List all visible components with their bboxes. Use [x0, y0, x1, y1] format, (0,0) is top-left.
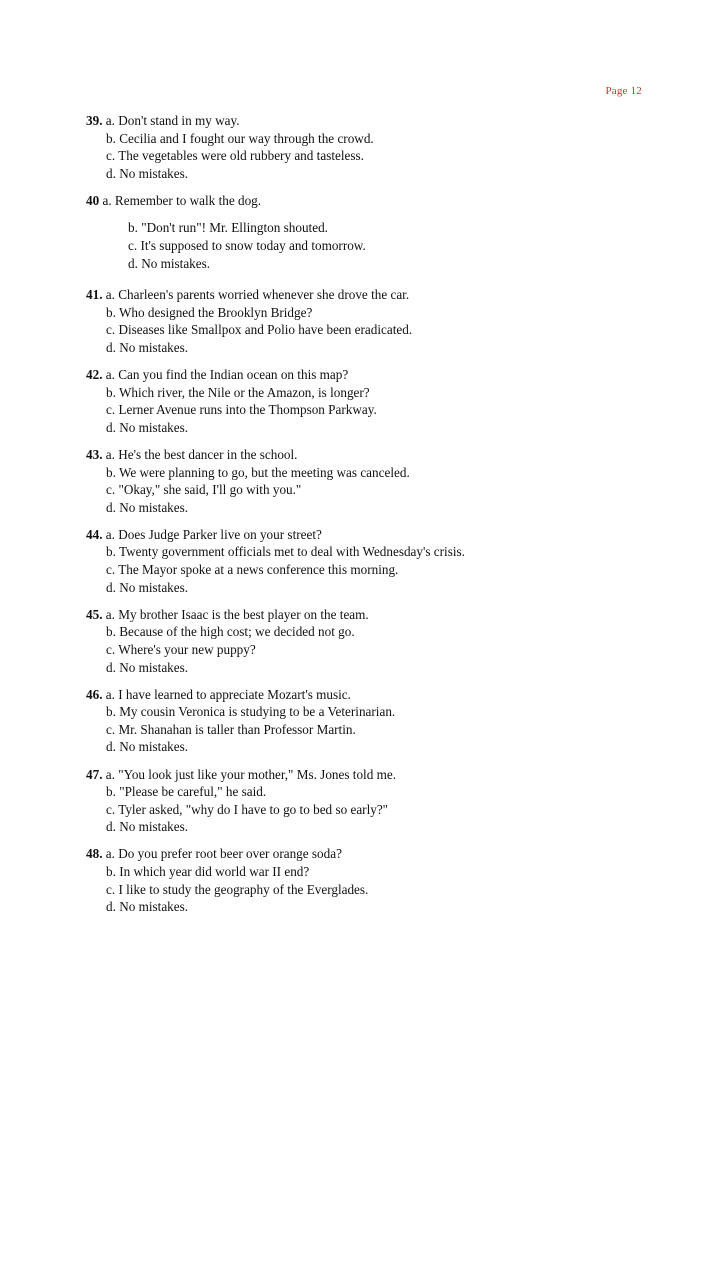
option-c: c. The vegetables were old rubbery and tasteless.: [106, 148, 364, 164]
question-39: [86, 112, 686, 182]
question-number: 45.: [86, 606, 103, 622]
question-44: [86, 526, 686, 596]
question-number: 43.: [86, 447, 103, 462]
option-a: [86, 686, 686, 704]
question-43: [86, 446, 686, 516]
option-b: b. My cousin Veronica is studying to be a Veterinarian.: [106, 704, 396, 720]
question-number: 41.: [86, 287, 103, 303]
option-b: b. Which river, the Nile or the Amazon, is longer?: [106, 384, 370, 400]
option-a: [86, 192, 686, 210]
question-number: 39.: [86, 113, 103, 128]
option-d: d. No mistakes.: [106, 340, 189, 356]
question-48: [86, 845, 686, 915]
option-b: b. Twenty government officials met to deal with Wednesday's crisis.: [106, 544, 465, 560]
question-40: [86, 192, 686, 272]
option-text: a. I have learned to appreciate Mozart's music.: [105, 686, 351, 702]
option-a: [86, 446, 686, 464]
option-d: d. No mistakes.: [128, 255, 211, 271]
option-c: c. The Mayor spoke at a news conference this morning.: [106, 562, 399, 578]
option-c: c. It's supposed to snow today and tomorrow.: [128, 238, 366, 254]
option-d: d. No mistakes.: [106, 659, 189, 675]
question-41: [86, 286, 686, 356]
option-b: b. Cecilia and I fought our way through the crowd.: [106, 130, 374, 146]
option-c: c. Where's your new puppy?: [106, 641, 256, 657]
option-a: [86, 845, 686, 863]
question-number: 44.: [86, 526, 103, 542]
option-a: [86, 526, 686, 544]
option-d: d. No mistakes.: [106, 579, 189, 595]
option-a: [86, 112, 686, 130]
option-c: c. Tyler asked, "why do I have to go to bed so early?": [106, 801, 389, 817]
option-text: a. My brother Isaac is the best player on the team.: [105, 606, 369, 622]
option-b: b. We were planning to go, but the meeting was canceled.: [106, 464, 410, 480]
option-d: d. No mistakes.: [106, 165, 189, 181]
option-a: [86, 286, 686, 304]
option-b: b. In which year did world war II end?: [106, 863, 310, 879]
option-d: d. No mistakes.: [106, 819, 189, 835]
option-c: c. Mr. Shanahan is taller than Professor Martin.: [106, 721, 356, 737]
option-b: b. "Please be careful," he said.: [106, 784, 267, 800]
option-text: a. Do you prefer root beer over orange soda?: [105, 846, 342, 862]
question-list: [86, 112, 686, 925]
option-c: c. "Okay," she said, I'll go with you.": [106, 482, 302, 498]
option-d: d. No mistakes.: [106, 899, 189, 915]
option-c: c. I like to study the geography of the Everglades.: [106, 881, 369, 897]
question-number: 42.: [86, 367, 103, 383]
question-46: [86, 686, 686, 756]
option-text: a. "You look just like your mother," Ms. Jones told me.: [105, 766, 397, 782]
option-a: [86, 606, 686, 624]
question-number: 40: [86, 192, 100, 208]
question-number: 48.: [86, 846, 103, 862]
option-text: a. He's the best dancer in the school.: [105, 447, 298, 462]
question-number: 47.: [86, 766, 103, 782]
option-c: c. Diseases like Smallpox and Polio have been eradicated.: [106, 322, 413, 338]
question-number: 46.: [86, 686, 103, 702]
question-47: [86, 766, 686, 836]
option-b: b. Because of the high cost; we decided not go.: [106, 624, 355, 640]
question-42: [86, 366, 686, 436]
option-d: d. No mistakes.: [106, 419, 189, 435]
option-text: a. Can you find the Indian ocean on this map?: [105, 367, 349, 383]
option-a: [86, 366, 686, 384]
option-text: a. Charleen's parents worried whenever she drove the car.: [105, 287, 410, 303]
option-a: [86, 766, 686, 784]
option-d: d. No mistakes.: [106, 739, 189, 755]
option-c: c. Lerner Avenue runs into the Thompson Parkway.: [106, 402, 377, 418]
option-text: a. Remember to walk the dog.: [102, 192, 262, 208]
option-text: a. Don't stand in my way.: [105, 113, 240, 128]
page-number: Page 12: [605, 85, 642, 97]
option-b: b. "Don't run"! Mr. Ellington shouted.: [128, 220, 328, 236]
question-45: [86, 606, 686, 676]
option-b: b. Who designed the Brooklyn Bridge?: [106, 304, 313, 320]
option-d: d. No mistakes.: [106, 499, 189, 515]
option-text: a. Does Judge Parker live on your street?: [105, 526, 322, 542]
